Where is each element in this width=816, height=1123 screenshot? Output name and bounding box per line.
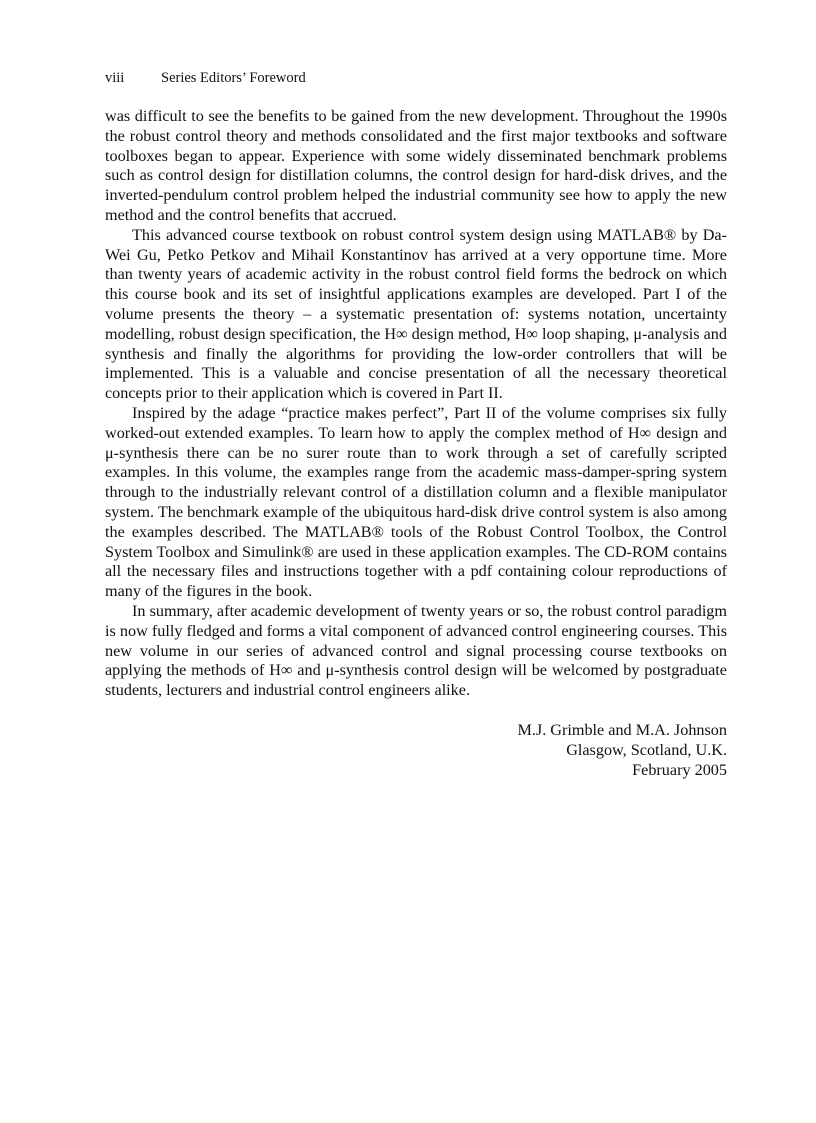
body-text	[105, 107, 727, 701]
running-title: Series Editors’ Foreword	[161, 70, 306, 86]
paragraph-continuation: was difficult to see the benefits to be gained from the new development. Throughout the 1990s the robust control theory and methods consolidated and the first major textbooks and software toolboxes began to appear. Experience with some widely disseminated benchmark problems such as control design for distillation columns, the control design for hard-disk drives, and the inverted-pendulum control problem helped the industrial community see how to apply the new method and the control benefits that accrued.	[105, 107, 727, 224]
signature-authors: M.J. Grimble and M.A. Johnson	[517, 720, 727, 739]
paragraph-part-two: Inspired by the adage “practice makes perfect”, Part II of the volume comprises six fully worked-out extended examples. To learn how to apply the complex method of H∞ design and μ-synthesis there can be no surer route than to work through a set of carefully scripted examples. In this volume, the examples range from the academic mass-damper-spring system through to the industrially relevant control of a distillation column and a flexible manipulator system. The benchmark example of the ubiquitous hard-disk drive control system is also among the examples described. The MATLAB® tools of the Robust Control Toolbox, the Control System Toolbox and Simulink® are used in these application examples. The CD-ROM contains all the necessary files and instructions together with a pdf containing colour reproductions of many of the figures in the book.	[105, 403, 727, 601]
signature-block	[105, 720, 727, 780]
page-number: viii	[105, 70, 125, 86]
running-head	[105, 68, 727, 88]
signature-date: February 2005	[632, 760, 727, 779]
signature-location: Glasgow, Scotland, U.K.	[566, 740, 727, 759]
page	[105, 68, 727, 780]
paragraph-summary: In summary, after academic development of twenty years or so, the robust control paradigm is now fully fledged and forms a vital component of advanced control engineering courses. This new volume in our series of advanced control and signal processing course textbooks on applying the methods of H∞ and μ-synthesis control design will be welcomed by postgraduate students, lecturers and industrial control engineers alike.	[105, 601, 727, 700]
paragraph-textbook-intro: This advanced course textbook on robust control system design using MATLAB® by Da-Wei Gu, Petko Petkov and Mihail Konstantinov has arrived at a very opportune time. More than twenty years of academic activity in the robust control field forms the bedrock on which this course book and its set of insightful applications examples are developed. Part I of the volume presents the theory – a systematic presentation of: systems notation, uncertainty modelling, robust design specification, the H∞ design method, H∞ loop shaping, μ-analysis and synthesis and finally the algorithms for providing the low-order controllers that will be implemented. This is a valuable and concise presentation of all the necessary theoretical concepts prior to their application which is covered in Part II.	[105, 225, 727, 403]
